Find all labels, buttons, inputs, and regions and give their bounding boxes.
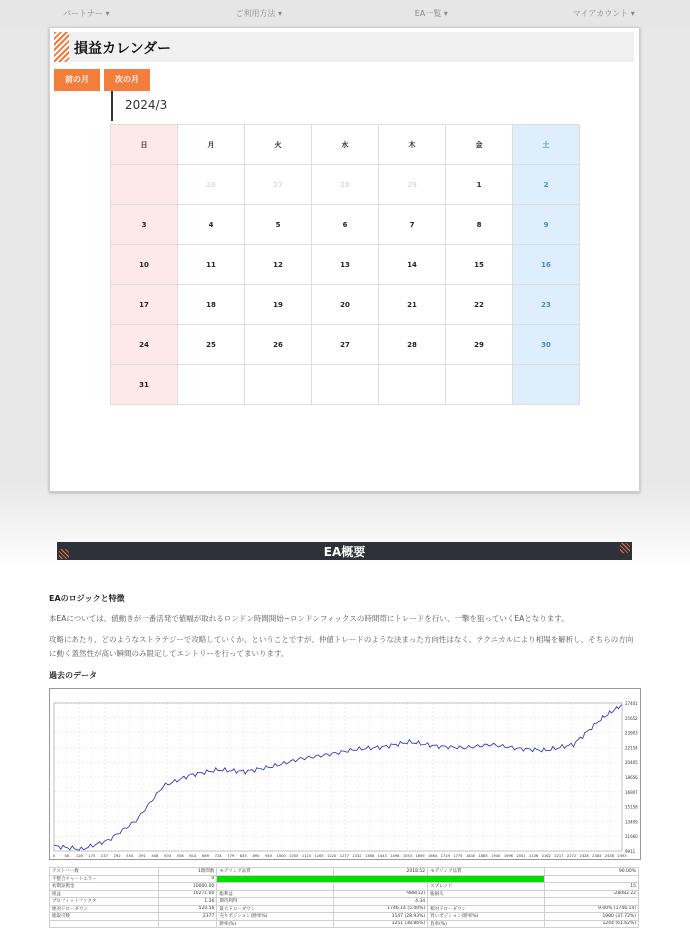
stats-cell: 買いポジション(勝率%) (428, 913, 545, 921)
stats-cell: 10000.00 (159, 883, 217, 891)
x-tick-label: 448 (151, 854, 159, 858)
logic-heading: EAのロジックと特徴 (49, 594, 125, 603)
weekday-header: 水 (312, 125, 379, 165)
x-tick-label: 1000 (276, 854, 286, 858)
calendar-day[interactable]: 21 (379, 285, 446, 325)
stats-cell: 不整合チャートエラー (50, 875, 159, 883)
stats-cell: プロフィットファクタ (50, 898, 159, 906)
stats-cell: 2018.52 (333, 868, 427, 876)
x-tick-label: 1220 (327, 854, 337, 858)
x-tick-label: 1609 (415, 854, 425, 858)
stats-cell: 10271.00 (159, 890, 217, 898)
x-tick-label: 614 (189, 854, 197, 858)
stats-cell: 4.34 (333, 898, 427, 906)
calendar-day[interactable]: 29 (379, 165, 446, 205)
weekday-header: 金 (446, 125, 513, 165)
calendar-week (111, 165, 580, 205)
ea-overview-header (57, 542, 632, 560)
calendar-day[interactable]: 2 (513, 165, 580, 205)
calendar-day[interactable]: 15 (446, 245, 513, 285)
x-tick-label: 503 (164, 854, 172, 858)
stats-cell: 1251 (38.86%) (333, 920, 427, 928)
stats-cell: 90.00% (544, 868, 638, 876)
stats-cell (333, 883, 427, 891)
stats-cell: 絶対ドローダウン (50, 905, 159, 913)
stats-cell (217, 883, 334, 891)
calendar-day[interactable]: 14 (379, 245, 446, 285)
calendar-day (446, 365, 513, 405)
stats-cell: 総利益 (217, 890, 334, 898)
stats-cell (428, 898, 545, 906)
weekday-header: 土 (513, 125, 580, 165)
stats-cell: 1147 (28.93%) (333, 913, 427, 921)
x-tick-label: 292 (113, 854, 121, 858)
stats-cell: モデリング品質 (217, 868, 334, 876)
y-tick-label: 27401 (625, 701, 638, 706)
x-tick-label: 175 (88, 854, 96, 858)
stats-row (50, 875, 639, 883)
past-data-heading: 過去のデータ (49, 671, 97, 680)
calendar-day[interactable]: 28 (312, 165, 379, 205)
calendar-day (245, 365, 312, 405)
calendar-day (379, 365, 446, 405)
stats-cell: スプレッド (428, 883, 545, 891)
stats-cell: -28082.22 (544, 890, 638, 898)
x-tick-label: 558 (176, 854, 184, 858)
calendar-day[interactable]: 9 (513, 205, 580, 245)
x-tick-label: 1830 (465, 854, 476, 858)
x-tick-label: 1940 (491, 854, 501, 858)
calendar-day (513, 365, 580, 405)
stats-cell (544, 898, 638, 906)
x-tick-label: 1443 (377, 854, 387, 858)
x-tick-label: 1055 (289, 854, 299, 858)
y-tick-label: 25652 (625, 715, 638, 721)
calendar-day[interactable]: 31 (111, 365, 178, 405)
stats-cell (217, 875, 544, 883)
x-tick-label: 2328 (579, 854, 589, 858)
stats-cell (544, 875, 638, 883)
balance-series-line (54, 705, 622, 851)
calendar-day[interactable]: 1 (446, 165, 513, 205)
x-tick-label: 2493 (617, 854, 627, 858)
stats-cell: 総取引数 (50, 913, 159, 921)
calendar-week (111, 205, 580, 245)
stats-cell: モデリング品質 (428, 868, 545, 876)
stats-cell: 0 (159, 875, 217, 883)
x-tick-label: 2438 (604, 854, 614, 858)
x-tick-label: 1719 (440, 854, 450, 858)
x-tick-label: 835 (239, 854, 247, 858)
logic-paragraph-1: 本EAについては、値動きが一番活発で値幅が取れるロンドン時間開始~ロンドンフィックスの時間帯にトレードを行い、一撃を狙っていくEAとなります。 (49, 614, 569, 623)
x-tick-label: 2217 (554, 854, 564, 858)
x-tick-label: 1553 (402, 854, 413, 858)
x-tick-label: 2383 (592, 854, 602, 858)
calendar-day[interactable]: 17 (111, 285, 178, 325)
calendar-day[interactable]: 26 (245, 325, 312, 365)
x-tick-label: 1332 (352, 854, 362, 858)
stats-cell: 520.56 (159, 905, 217, 913)
calendar-day[interactable]: 25 (178, 325, 245, 365)
prev-month-button[interactable]: 前の月 (54, 69, 100, 91)
x-tick-label: 2051 (516, 854, 526, 858)
next-month-button[interactable]: 次の月 (104, 69, 150, 91)
x-tick-label: 58 (64, 854, 69, 858)
month-marker (111, 91, 113, 121)
x-tick-label: 669 (202, 854, 209, 858)
stats-cell: 売りポジション(勝率%) (217, 913, 334, 921)
stats-cell: 初期証拠金 (50, 883, 159, 891)
weekday-header: 月 (178, 125, 245, 165)
stats-cell: 9.00% (1746.14) (544, 905, 638, 913)
nav-partner[interactable]: パートナー ▾ (62, 9, 110, 18)
stats-cell (159, 920, 217, 928)
nav-ea-list[interactable]: EA一覧 ▾ (414, 9, 448, 18)
stats-cell: 勝率(%) (217, 920, 334, 928)
current-month: 2024/3 (125, 98, 168, 112)
calendar-day[interactable]: 10 (111, 245, 178, 285)
y-tick-label: 16907 (625, 789, 638, 795)
x-tick-label: 1996 (503, 854, 513, 858)
x-tick-label: 237 (101, 854, 108, 858)
header-stripe-decoration (54, 32, 69, 62)
stats-cell: 2377 (159, 913, 217, 921)
y-tick-label: 9911 (625, 849, 636, 854)
x-tick-label: 1664 (428, 854, 438, 858)
calendar-day[interactable]: 20 (312, 285, 379, 325)
x-tick-label: 1885 (478, 854, 488, 858)
y-tick-label: 13409 (625, 819, 638, 825)
stats-cell: 最大ドローダウン (217, 905, 334, 913)
stats-cell: 1746.14 (5.00%) (333, 905, 427, 913)
calendar-week (111, 285, 580, 325)
calendar-day[interactable]: 26 (178, 165, 245, 205)
x-tick-label: 945 (265, 854, 273, 858)
x-tick-label: 1498 (390, 854, 400, 858)
top-navigation (0, 0, 690, 28)
y-tick-label: 22154 (625, 745, 638, 751)
x-tick-label: 779 (227, 854, 235, 858)
calendar-day[interactable]: 5 (245, 205, 312, 245)
stats-row (50, 920, 639, 928)
x-tick-label: 1165 (314, 854, 324, 858)
stats-cell: 1期間数 (159, 868, 217, 876)
logic-paragraph-2: 攻略にあたり、どのようなストラテジーで攻略していくか、ということですが、仲値トレードのような決まった方向性はなく、テクニカルにより相場を解析し、そちらの方向に動く蓋然性が高い瞬間のみ限定してエントリーを行ってまいります。 (49, 635, 634, 658)
calendar-header (54, 32, 634, 62)
calendar-day[interactable]: 29 (446, 325, 513, 365)
stats-cell: 期待利得 (217, 898, 334, 906)
x-tick-label: 116 (75, 854, 83, 858)
calendar-day[interactable]: 3 (111, 205, 178, 245)
calendar-day[interactable]: 4 (178, 205, 245, 245)
calendar-day[interactable]: 30 (513, 325, 580, 365)
stats-cell: 総損失 (428, 890, 545, 898)
stats-cell: 純益 (50, 890, 159, 898)
weekday-header: 火 (245, 125, 312, 165)
stats-cell: 負率(%) (428, 920, 545, 928)
backtest-chart (49, 688, 641, 860)
x-tick-label: 1110 (301, 854, 312, 858)
stats-row (50, 868, 639, 876)
calendar-day (312, 365, 379, 405)
x-tick-label: 1775 (453, 854, 463, 858)
weekday-header: 木 (379, 125, 446, 165)
calendar-day (178, 365, 245, 405)
y-tick-label: 23903 (625, 730, 638, 736)
weekday-header: 日 (111, 125, 178, 165)
stats-cell: 1244 (61.62%) (544, 920, 638, 928)
stats-cell: -988(12) (333, 890, 427, 898)
stats-cell: 15 (544, 883, 638, 891)
stats-table (49, 867, 639, 928)
calendar-day[interactable]: 7 (379, 205, 446, 245)
calendar-grid (110, 124, 580, 405)
calendar-day[interactable]: 11 (178, 245, 245, 285)
x-tick-label: 350 (126, 854, 134, 858)
stats-cell: テストバー数 (50, 868, 159, 876)
y-tick-label: 11660 (625, 834, 638, 840)
ea-overview-title: EA概要 (323, 545, 366, 559)
nav-usage[interactable]: ご利用方法 ▾ (235, 9, 283, 18)
x-tick-label: 724 (214, 854, 222, 858)
y-tick-label: 20405 (625, 760, 638, 766)
x-tick-label: 391 (138, 854, 146, 858)
stats-cell: 相対ドローダウン (428, 905, 545, 913)
nav-my-account[interactable]: マイアカウント ▾ (572, 9, 635, 18)
calendar-week (111, 325, 580, 365)
x-tick-label: 1277 (339, 854, 349, 858)
x-tick-label: 890 (252, 854, 260, 858)
x-tick-label: 1388 (364, 854, 375, 858)
calendar-week (111, 245, 580, 285)
calendar-day[interactable]: 12 (245, 245, 312, 285)
stats-row (50, 883, 639, 891)
x-tick-label: 2106 (529, 854, 539, 858)
calendar-day[interactable]: 28 (379, 325, 446, 365)
calendar-title: 損益カレンダー (74, 41, 172, 57)
calendar-day[interactable]: 22 (446, 285, 513, 325)
y-tick-label: 15158 (625, 804, 638, 810)
calendar-day[interactable]: 19 (245, 285, 312, 325)
backtest-stats (49, 867, 639, 928)
stats-row (50, 898, 639, 906)
calendar-day[interactable]: 27 (312, 325, 379, 365)
x-tick-label: 2272 (566, 854, 577, 858)
y-tick-label: 18656 (625, 775, 638, 780)
calendar-day[interactable]: 18 (178, 285, 245, 325)
calendar-week (111, 365, 580, 405)
stats-cell: 1.26 (159, 898, 217, 906)
stats-row (50, 905, 639, 913)
calendar-day[interactable]: 16 (513, 245, 580, 285)
calendar-day[interactable]: 6 (312, 205, 379, 245)
calendar-day (111, 165, 178, 205)
calendar-day[interactable]: 13 (312, 245, 379, 285)
x-tick-label: 2162 (541, 854, 551, 858)
calendar-day[interactable]: 24 (111, 325, 178, 365)
x-tick-label: 0 (52, 854, 56, 858)
stats-row (50, 890, 639, 898)
backtest-chart-svg (50, 689, 640, 859)
calendar-day[interactable]: 23 (513, 285, 580, 325)
calendar-day[interactable]: 8 (446, 205, 513, 245)
stats-cell (50, 920, 159, 928)
stats-row (50, 913, 639, 921)
profit-calendar-card (49, 27, 640, 492)
calendar-day[interactable]: 27 (245, 165, 312, 205)
stats-cell: 1980 (37.72%) (544, 913, 638, 921)
corner-decoration-right (620, 543, 630, 553)
